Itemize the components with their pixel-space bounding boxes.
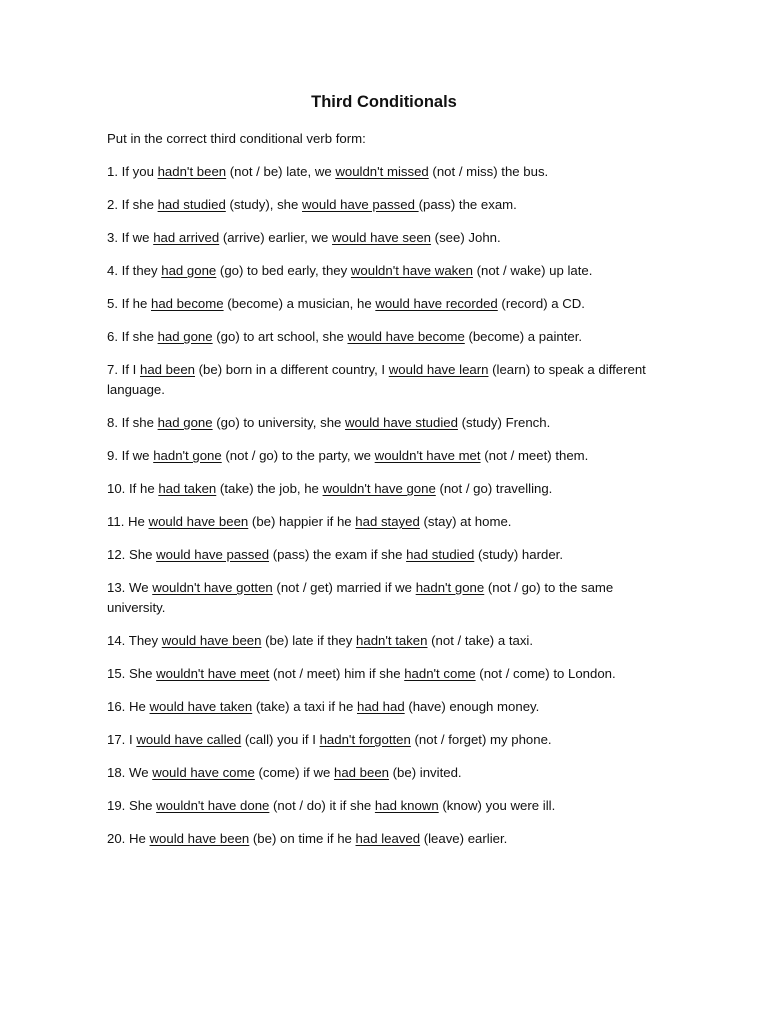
answer-text: had become [151, 296, 224, 311]
item-text: 5. If he [107, 296, 151, 311]
answer-text: had leaved [355, 831, 421, 846]
item-text: 7. If I [107, 362, 140, 377]
item-text: (not / forget) my phone. [410, 732, 552, 747]
exercise-item [107, 261, 647, 281]
answer-text: would have been [149, 831, 250, 846]
answer-text: had gone [157, 415, 213, 430]
item-text: (not / wake) up late. [472, 263, 593, 278]
item-text: (not / be) late, we [226, 164, 336, 179]
item-text: (not / miss) the bus. [428, 164, 549, 179]
item-text: (not / meet) him if she [269, 666, 405, 681]
item-text: 11. He [107, 514, 149, 529]
item-text: (take) a taxi if he [252, 699, 357, 714]
item-text: 14. They [107, 633, 162, 648]
item-text: 8. If she [107, 415, 158, 430]
answer-text: had studied [157, 197, 226, 212]
item-text: (be) on time if he [249, 831, 356, 846]
answer-text: had been [139, 362, 195, 377]
item-text: (stay) at home. [419, 514, 512, 529]
exercise-item [107, 829, 647, 849]
item-text: (go) to university, she [212, 415, 346, 430]
item-text: (study) harder. [474, 547, 563, 562]
exercise-item [107, 195, 647, 215]
exercise-item [107, 294, 647, 314]
answer-text: hadn't come [404, 666, 476, 681]
item-text: (be) late if they [261, 633, 357, 648]
item-text: (leave) earlier. [420, 831, 508, 846]
exercise-item [107, 479, 647, 499]
exercise-item [107, 664, 647, 684]
item-text: 9. If we [107, 448, 154, 463]
item-text: 6. If she [107, 329, 158, 344]
item-text: (become) a musician, he [223, 296, 376, 311]
item-text: 12. She [107, 547, 157, 562]
answer-text: would have been [148, 514, 249, 529]
item-text: 15. She [107, 666, 157, 681]
item-text: 3. If we [107, 230, 154, 245]
answer-text: would have called [136, 732, 242, 747]
item-text: (be) invited. [389, 765, 462, 780]
answer-text: would have studied [345, 415, 458, 430]
answer-text: had stayed [355, 514, 420, 529]
item-text: 13. We [107, 580, 153, 595]
item-text: (pass) the exam if she [269, 547, 407, 562]
exercise-item [107, 360, 647, 400]
answer-text: had known [374, 798, 439, 813]
exercise-item [107, 697, 647, 717]
exercise-item [107, 730, 647, 750]
item-text: (not / take) a taxi. [427, 633, 534, 648]
answer-text: wouldn't missed [335, 164, 429, 179]
answer-text: wouldn't have waken [350, 263, 473, 278]
item-text: (not / get) married if we [272, 580, 416, 595]
item-text: (arrive) earlier, we [219, 230, 333, 245]
exercise-item [107, 631, 647, 651]
answer-text: had had [357, 699, 405, 714]
item-text: (record) a CD. [497, 296, 585, 311]
item-text: (know) you were ill. [438, 798, 556, 813]
answer-text: hadn't gone [415, 580, 485, 595]
item-text: (not / come) to London. [475, 666, 616, 681]
exercise-item [107, 512, 647, 532]
answer-text: hadn't forgotten [319, 732, 411, 747]
answer-text: hadn't gone [153, 448, 222, 463]
item-text: (be) happier if he [248, 514, 356, 529]
item-text: (call) you if I [241, 732, 320, 747]
answer-text: wouldn't have gotten [152, 580, 273, 595]
item-text: 10. If he [107, 481, 159, 496]
answer-text: would have passed [156, 547, 270, 562]
answer-text: would have been [161, 633, 262, 648]
answer-text: would have learn [388, 362, 489, 377]
answer-text: would have seen [332, 230, 432, 245]
item-text: 20. He [107, 831, 150, 846]
answer-text: hadn't been [157, 164, 227, 179]
exercise-item [107, 545, 647, 565]
exercise-list [107, 162, 647, 862]
answer-text: would have recorded [375, 296, 498, 311]
answer-text: had gone [157, 329, 213, 344]
item-text: (see) John. [431, 230, 501, 245]
item-text: 4. If they [107, 263, 162, 278]
answer-text: had been [333, 765, 389, 780]
item-text: (not / do) it if she [269, 798, 375, 813]
item-text: 17. I [107, 732, 137, 747]
item-text: (not / go) to the same university. [107, 580, 614, 615]
exercise-item [107, 578, 647, 618]
item-text: (take) the job, he [216, 481, 323, 496]
item-text: (not / go) travelling. [435, 481, 553, 496]
answer-text: would have passed [302, 197, 419, 212]
item-text: (not / meet) them. [480, 448, 589, 463]
answer-text: hadn't taken [356, 633, 428, 648]
item-text: (go) to bed early, they [216, 263, 351, 278]
answer-text: would have come [152, 765, 255, 780]
page-title: Third Conditionals [311, 93, 457, 111]
exercise-item [107, 228, 647, 248]
exercise-item [107, 162, 647, 182]
answer-text: wouldn't have done [156, 798, 270, 813]
item-text: (study), she [225, 197, 303, 212]
item-text: 16. He [107, 699, 150, 714]
answer-text: had arrived [153, 230, 220, 245]
item-text: (learn) to speak a different language. [107, 362, 646, 397]
item-text: 19. She [107, 798, 157, 813]
item-text: (not / go) to the party, we [221, 448, 375, 463]
item-text: (pass) the exam. [418, 197, 517, 212]
instruction-text: Put in the correct third conditional verb form: [107, 131, 366, 146]
exercise-item [107, 413, 647, 433]
exercise-item [107, 763, 647, 783]
answer-text: had gone [161, 263, 217, 278]
answer-text: wouldn't have met [374, 448, 481, 463]
item-text: (study) French. [457, 415, 551, 430]
item-text: (have) enough money. [404, 699, 540, 714]
answer-text: had taken [158, 481, 217, 496]
exercise-item [107, 327, 647, 347]
exercise-item [107, 796, 647, 816]
answer-text: had studied [406, 547, 475, 562]
answer-text: would have taken [149, 699, 253, 714]
answer-text: would have become [347, 329, 465, 344]
answer-text: wouldn't have gone [322, 481, 436, 496]
answer-text: wouldn't have meet [156, 666, 270, 681]
item-text: 2. If she [107, 197, 158, 212]
item-text: 18. We [107, 765, 153, 780]
item-text: (go) to art school, she [212, 329, 348, 344]
item-text: (come) if we [254, 765, 334, 780]
item-text: (be) born in a different country, I [195, 362, 389, 377]
item-text: 1. If you [107, 164, 158, 179]
exercise-item [107, 446, 647, 466]
item-text: (become) a painter. [464, 329, 583, 344]
